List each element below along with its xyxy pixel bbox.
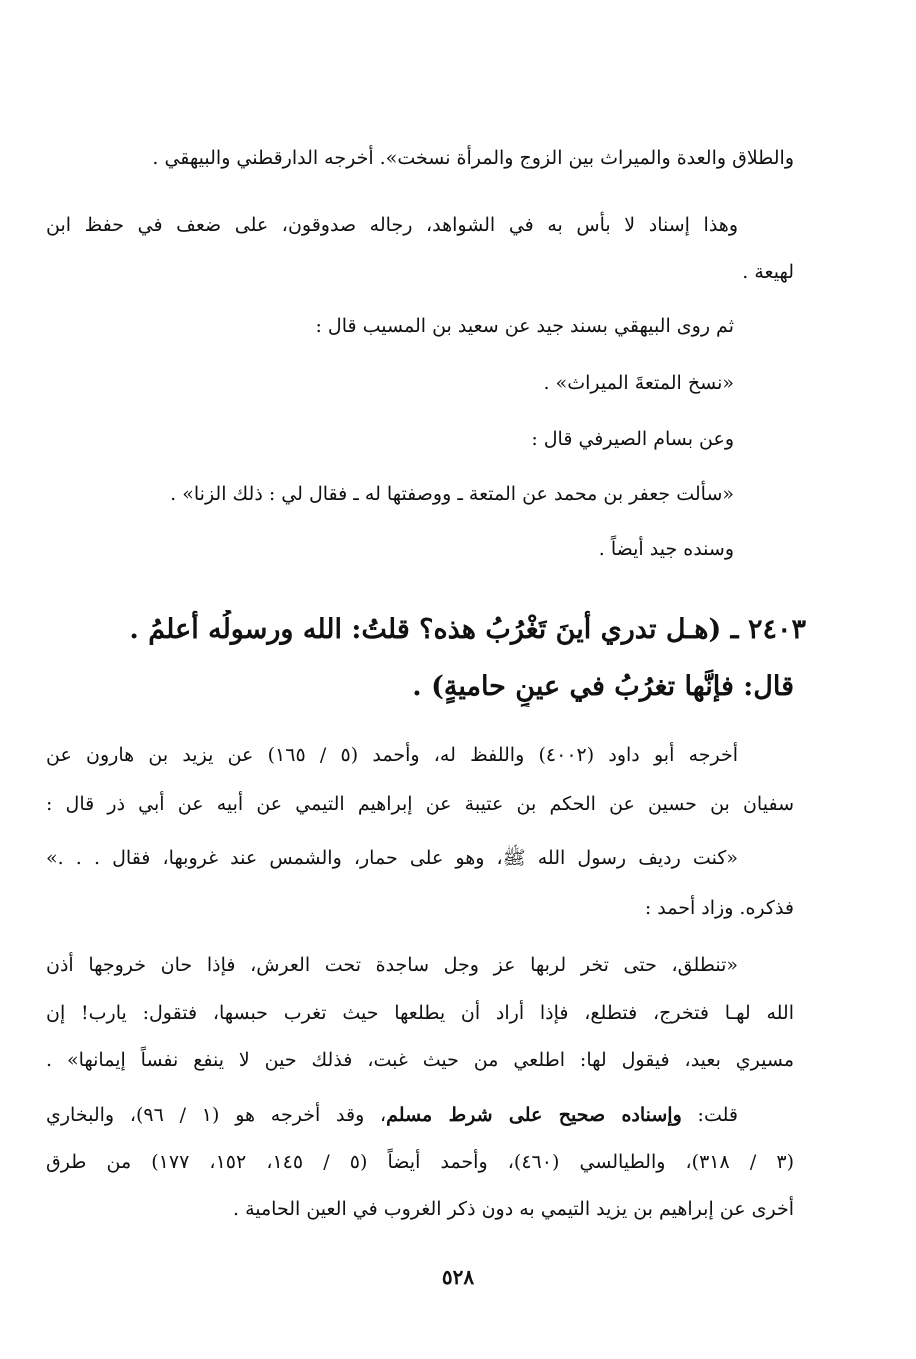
hadith-heading: ٢٤٠٣ ـ (هـل تدري أينَ تَغْرُبُ هذه؟ قلتُ: الله ورسولُه أعلمُ . (129, 614, 806, 645)
text-line: وسنده جيد أيضاً . (598, 538, 734, 560)
text-segment: ، وقد أخرجه هو (١ / ٩٦)، والبخاري (46, 1104, 387, 1126)
text-segment-bold: وإسناده صحيح على شرط مسلم (386, 1104, 682, 1126)
text-line: الله لهـا فتخرج، فتطلع، فإذا أراد أن يطلعها حيث تغرب حبسها، فتقول: يارب! إن (46, 1002, 794, 1024)
text-segment: قلت: (681, 1104, 738, 1126)
hadith-heading: قال: فإنَّها تغرُبُ في عينٍ حاميةٍ) . (412, 671, 794, 702)
text-line: (٣ / ٣١٨)، والطيالسي (٤٦٠)، وأحمد أيضاً (٥ / ١٤٥، ١٥٢، ١٧٧) من طرق (46, 1151, 794, 1173)
text-line: وهذا إسناد لا بأس به في الشواهد، رجاله صدوقون، على ضعف في حفظ ابن (46, 214, 738, 236)
text-line: أخرى عن إبراهيم بن يزيد التيمي به دون ذكر الغروب في العين الحامية . (232, 1198, 794, 1220)
text-line: لهيعة . (742, 261, 794, 283)
text-line: «كنت رديف رسول الله ﷺ، وهو على حمار، والشمس عند غروبها، فقال . . .» (46, 847, 738, 869)
text-line: وعن بسام الصيرفي قال : (531, 428, 734, 450)
text-line: فذكره. وزاد أحمد : (644, 897, 794, 919)
text-line: مسيري بعيد، فيقول لها: اطلعي من حيث غبت، فذلك حين لا ينفع نفساً إيمانها» . (46, 1049, 794, 1071)
text-line: «تنطلق، حتى تخر لربها عز وجل ساجدة تحت العرش، فإذا حان خروجها أذن (46, 954, 738, 976)
text-line: والطلاق والعدة والميراث بين الزوج والمرأة نسخت». أخرجه الدارقطني والبيهقي . (152, 147, 794, 169)
text-line (46, 1100, 738, 1130)
text-line: «سألت جعفر بن محمد عن المتعة ـ ووصفتها له ـ فقال لي : ذلك الزنا» . (170, 483, 734, 505)
text-line: سفيان بن حسين عن الحكم بن عتيبة عن إبراهيم التيمي عن أبيه عن أبي ذر قال : (46, 793, 794, 815)
text-line: ثم روى البيهقي بسند جيد عن سعيد بن المسيب قال : (315, 315, 734, 337)
page-number: ٥٢٨ (441, 1265, 475, 1289)
text-line: أخرجه أبو داود (٤٠٠٢) واللفظ له، وأحمد (٥ / ١٦٥) عن يزيد بن هارون عن (46, 744, 738, 766)
text-line: «نسخ المتعةَ الميراث» . (543, 372, 734, 394)
